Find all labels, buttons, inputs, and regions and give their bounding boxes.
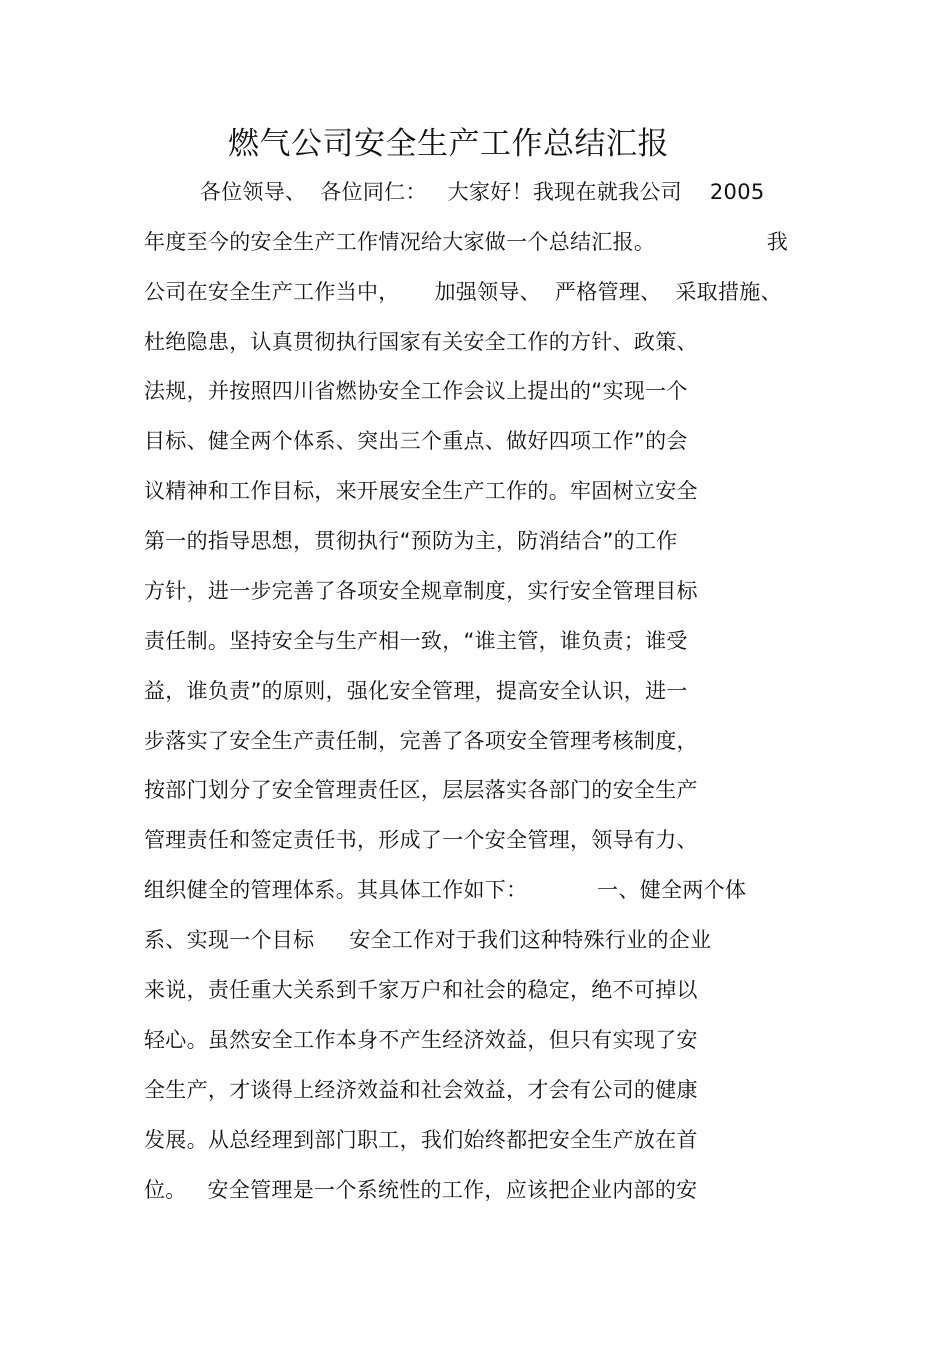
body-line: 组织健全的管理体系。其具体工作如下： 一、健全两个体 (144, 878, 747, 902)
body-line: 责任制。坚持安全与生产相一致，“谁主管，谁负责；谁受 (144, 629, 688, 653)
body-line: 各位领导、 各位同仁： 大家好！我现在就我公司 2005 (144, 180, 765, 204)
body-line: 年度至今的安全生产工作情况给大家做一个总结汇报。 我 (144, 230, 789, 254)
body-line: 法规，并按照四川省燃协安全工作会议上提出的“实现一个 (144, 379, 688, 403)
body-line: 议精神和工作目标，来开展安全生产工作的。牢固树立安全 (144, 479, 698, 503)
body-line: 来说，责任重大关系到千家万户和社会的稳定，绝不可掉以 (144, 978, 698, 1002)
body-line: 轻心。虽然安全工作本身不产生经济效益，但只有实现了安 (144, 1028, 698, 1052)
body-line: 系、实现一个目标 安全工作对于我们这种特殊行业的企业 (144, 928, 712, 952)
body-line: 全生产，才谈得上经济效益和社会效益，才会有公司的健康 (144, 1078, 698, 1102)
body-line: 第一的指导思想，贯彻执行“预防为主，防消结合”的工作 (144, 529, 678, 553)
body-line: 按部门划分了安全管理责任区，层层落实各部门的安全生产 (144, 778, 698, 802)
body-line: 杜绝隐患，认真贯彻执行国家有关安全工作的方针、政策、 (144, 330, 698, 354)
body-line: 益，谁负责”的原则，强化安全管理，提高安全认识，进一 (144, 679, 688, 703)
body-line: 方针，进一步完善了各项安全规章制度，实行安全管理目标 (144, 579, 698, 603)
body-line: 目标、健全两个体系、突出三个重点、做好四项工作”的会 (144, 429, 688, 453)
body-line: 发展。从总经理到部门职工，我们始终都把安全生产放在首 (144, 1128, 698, 1152)
body-line: 公司在安全生产工作当中， 加强领导、 严格管理、 采取措施、 (144, 280, 782, 304)
document-title: 燃气公司安全生产工作总结汇报 (228, 126, 669, 162)
body-line: 位。 安全管理是一个系统性的工作，应该把企业内部的安 (144, 1178, 698, 1202)
body-line: 步落实了安全生产责任制，完善了各项安全管理考核制度， (144, 729, 698, 753)
body-line: 管理责任和签定责任书，形成了一个安全管理，领导有力、 (144, 828, 698, 852)
